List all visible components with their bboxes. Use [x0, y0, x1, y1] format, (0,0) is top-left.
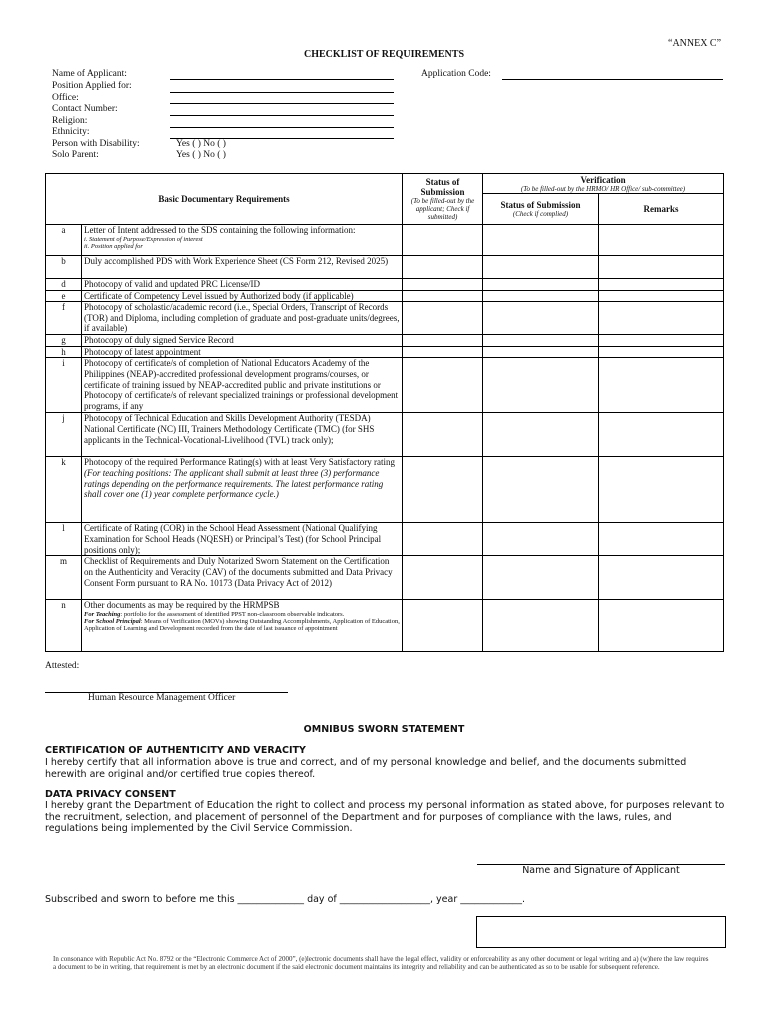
table-row: [46, 302, 724, 335]
row-letter: n: [46, 600, 82, 652]
verification-status-title: Status of Submission: [500, 200, 581, 210]
position-field[interactable]: [170, 92, 394, 93]
remarks-cell[interactable]: [599, 457, 724, 523]
row-principal-note: [84, 618, 400, 632]
row-letter: g: [46, 335, 82, 347]
row-requirement-text: Other documents as may be required by the HRMPSB: [84, 600, 280, 611]
table-row: [46, 358, 724, 413]
verification-status-cell[interactable]: [483, 556, 599, 600]
office-label: Office:: [52, 93, 79, 103]
row-letter: b: [46, 256, 82, 279]
status-header-title: Status of Submission: [420, 177, 465, 197]
row-requirement-text: Photocopy of the required Performance Rating(s) with at least Very Satisfactory rating: [84, 457, 395, 468]
requirements-table: [45, 173, 724, 652]
status-cell[interactable]: [403, 279, 483, 291]
row-requirement: Certificate of Competency Level issued by Authorized body (if applicable): [82, 290, 403, 302]
row-letter: a: [46, 225, 82, 256]
row-requirement: Duly accomplished PDS with Work Experience Sheet (CS Form 212, Revised 2025): [82, 256, 403, 279]
contact-label: Contact Number:: [52, 104, 118, 114]
verification-status-note: (Check if complied): [512, 210, 569, 218]
sworn-statement-line: Subscribed and sworn to before me this ______________ day of ___________________, year _____________.: [45, 894, 526, 905]
remarks-cell[interactable]: [599, 225, 724, 256]
table-row: [46, 523, 724, 556]
page-title: CHECKLIST OF REQUIREMENTS: [303, 49, 465, 60]
row-requirement: Photocopy of certificate/s of completion of National Educators Academy of the Philippines (NEAP)-accredited professional development programs/courses, or certificate of training issued by NEAP-accredited public and private institutions or Photocopy of certificate/s of relevant specialized trainings or professional development programs, if any: [82, 358, 403, 413]
remarks-cell[interactable]: [599, 302, 724, 335]
status-cell[interactable]: [403, 225, 483, 256]
row-requirement: Photocopy of duly signed Service Record: [82, 335, 403, 347]
verification-header-title: Verification: [580, 174, 626, 185]
remarks-cell[interactable]: [599, 600, 724, 652]
row-letter: j: [46, 413, 82, 457]
status-cell[interactable]: [403, 523, 483, 556]
teaching-label: For Teaching: [84, 610, 121, 618]
verification-status-cell[interactable]: [483, 290, 599, 302]
verification-status-cell[interactable]: [483, 457, 599, 523]
religion-label: Religion:: [52, 116, 88, 126]
table-row: [46, 279, 724, 291]
verification-status-cell[interactable]: [483, 302, 599, 335]
row-requirement-note: (For teaching positions: The applicant shall submit at least three (3) performance ratings depending on the performance requirements. The latest performance rating shall cover one (1) year complete performance cycle.): [84, 467, 384, 500]
verification-status-header: [483, 194, 599, 225]
verification-status-cell[interactable]: [483, 225, 599, 256]
footer-note: In consonance with Republic Act No. 8792 or the “Electronic Commerce Act of 2000”, (e)lectronic documents shall have the legal effect, validity or enforceability as any other document or legal writing and a) (w)here the law requires a document to be in writing, that requirement is met by an electronic document if the said electronic document maintains its integrity and reliability and can be authenticated as so to be usable for subsequent reference.: [53, 955, 709, 972]
name-field[interactable]: [170, 79, 394, 80]
remarks-cell[interactable]: [599, 413, 724, 457]
row-letter: i: [46, 358, 82, 413]
name-label: Name of Applicant:: [52, 69, 127, 79]
solo-parent-label: Solo Parent:: [52, 150, 99, 160]
verification-status-cell[interactable]: [483, 335, 599, 347]
verification-status-cell[interactable]: [483, 523, 599, 556]
application-code-field[interactable]: [502, 79, 723, 80]
row-sub-item: i. Statement of Purpose/Expression of interest: [84, 235, 203, 243]
basic-requirements-header: Basic Documentary Requirements: [46, 174, 403, 225]
remarks-cell[interactable]: [599, 279, 724, 291]
verification-header-note: (To be filled-out by the HRMO/ HR Office/ sub-committee): [520, 184, 686, 193]
annex-label: “ANNEX C”: [668, 38, 722, 49]
row-letter: d: [46, 279, 82, 291]
religion-field[interactable]: [170, 127, 394, 128]
table-row: [46, 346, 724, 358]
applicant-signature-label: Name and Signature of Applicant: [522, 865, 680, 876]
status-cell[interactable]: [403, 335, 483, 347]
row-requirement: [82, 225, 403, 256]
status-cell[interactable]: [403, 256, 483, 279]
row-requirement: Photocopy of latest appointment: [82, 346, 403, 358]
notary-box[interactable]: [476, 916, 726, 948]
row-letter: k: [46, 457, 82, 523]
remarks-cell[interactable]: [599, 556, 724, 600]
solo-parent-yes-no[interactable]: Yes ( ) No ( ): [176, 150, 226, 160]
dpc-text: I hereby grant the Department of Education the right to collect and process my personal information as stated above, for purposes relevant to the recruitment, selection, and placement of personnel of the Department and for purposes of compliance with the laws, rules, and regulations being implemented by the Civil Service Commission.: [45, 800, 725, 834]
dpc-heading: DATA PRIVACY CONSENT: [45, 789, 176, 800]
row-letter: e: [46, 290, 82, 302]
status-header-note: (To be filled-out by the applicant; Check if submitted): [410, 197, 475, 221]
remarks-cell[interactable]: [599, 358, 724, 413]
status-cell[interactable]: [403, 457, 483, 523]
row-teaching-note: [84, 611, 400, 618]
verification-status-cell[interactable]: [483, 358, 599, 413]
table-row: [46, 225, 724, 256]
row-letter: f: [46, 302, 82, 335]
row-requirement: [82, 600, 403, 652]
remarks-header: Remarks: [599, 194, 724, 225]
status-cell[interactable]: [403, 346, 483, 358]
office-field[interactable]: [170, 103, 394, 104]
remarks-cell[interactable]: [599, 346, 724, 358]
pwd-yes-no[interactable]: Yes ( ) No ( ): [176, 139, 226, 149]
row-requirement: Photocopy of scholastic/academic record (i.e., Special Orders, Transcript of Records (TOR) and Diploma, including completion of graduate and post-graduate units/degrees, if available): [82, 302, 403, 335]
hrmo-label: Human Resource Management Officer: [88, 693, 236, 703]
remarks-cell[interactable]: [599, 256, 724, 279]
table-row: [46, 256, 724, 279]
verification-status-cell[interactable]: [483, 346, 599, 358]
row-sub-item: ii. Position applied for: [84, 243, 143, 251]
position-label: Position Applied for:: [52, 81, 132, 91]
remarks-cell[interactable]: [599, 523, 724, 556]
row-requirement: [82, 457, 403, 523]
verification-status-cell[interactable]: [483, 600, 599, 652]
table-row: [46, 413, 724, 457]
ethnicity-label: Ethnicity:: [52, 127, 90, 137]
omnibus-title: OMNIBUS SWORN STATEMENT: [303, 724, 465, 735]
remarks-cell[interactable]: [599, 290, 724, 302]
status-cell[interactable]: [403, 600, 483, 652]
row-requirement: Photocopy of Technical Education and Skills Development Authority (TESDA) National Certificate (NC) III, Trainers Methodology Certificate (TMC) (for SHS applicants in the Technical-Vocational-Livelihood (TVL) track only);: [82, 413, 403, 457]
application-code-label: Application Code:: [421, 69, 491, 79]
teaching-text: : portfolio for the assessment of identified PPST non-classroom observable indicators.: [120, 610, 345, 618]
cav-text: I hereby certify that all information above is true and correct, and of my personal knowledge and belief, and the documents submitted herewith are original and/or certified true copies thereof.: [45, 757, 687, 780]
verification-status-cell[interactable]: [483, 279, 599, 291]
table-row: [46, 457, 724, 523]
status-header: [403, 174, 483, 225]
cav-heading: CERTIFICATION OF AUTHENTICITY AND VERACITY: [45, 745, 306, 756]
row-requirement-text: Letter of Intent addressed to the SDS containing the following information:: [84, 225, 356, 235]
table-row: [46, 335, 724, 347]
principal-label: For School Principal: [84, 618, 141, 626]
table-row: [46, 556, 724, 600]
verification-header: [483, 174, 724, 194]
row-requirement: Checklist of Requirements and Duly Notarized Sworn Statement on the Certification on the Authenticity and Veracity (CAV) of the documents submitted and Data Privacy Consent Form pursuant to RA No. 10173 (Data Privacy Act of 2012): [82, 556, 403, 600]
row-letter: h: [46, 346, 82, 358]
status-cell[interactable]: [403, 556, 483, 600]
contact-field[interactable]: [170, 115, 394, 116]
verification-status-cell[interactable]: [483, 256, 599, 279]
status-cell[interactable]: [403, 413, 483, 457]
row-letter: m: [46, 556, 82, 600]
principal-text: : Means of Verification (MOVs) showing Outstanding Accomplishments, Application of Education, Application of Learning and Development recorded from the date of last issuance of appointment: [84, 618, 400, 633]
row-requirement: Certificate of Rating (COR) in the School Head Assessment (National Qualifying Examination for School Heads (NQESH) or Principal’s Test) (for School Principal positions only);: [82, 523, 403, 556]
row-requirement: Photocopy of valid and updated PRC License/ID: [82, 279, 403, 291]
attested-label: Attested:: [45, 661, 80, 671]
table-row: [46, 290, 724, 302]
status-cell[interactable]: [403, 358, 483, 413]
row-letter: l: [46, 523, 82, 556]
status-cell[interactable]: [403, 302, 483, 335]
verification-status-cell[interactable]: [483, 413, 599, 457]
remarks-cell[interactable]: [599, 335, 724, 347]
pwd-label: Person with Disability:: [52, 139, 140, 149]
status-cell[interactable]: [403, 290, 483, 302]
table-row: [46, 600, 724, 652]
